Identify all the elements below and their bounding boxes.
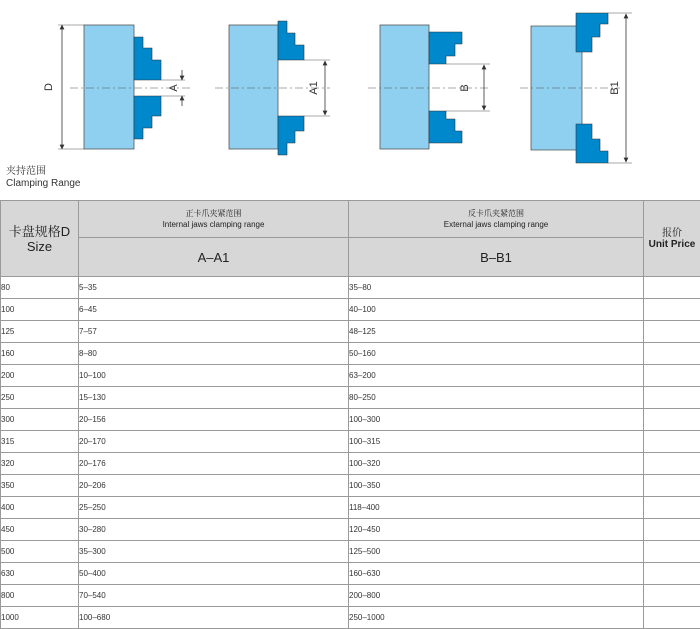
table-row xyxy=(1,475,700,497)
cell-price xyxy=(644,541,700,563)
cell-price xyxy=(644,277,700,299)
table-row xyxy=(1,299,700,321)
cell-price xyxy=(644,563,700,585)
label-a: A xyxy=(168,84,180,92)
cell-price xyxy=(644,431,700,453)
cell-size: 500 xyxy=(1,541,79,563)
jaw-lower xyxy=(278,116,304,155)
jaw-upper xyxy=(134,37,161,80)
cell-b: 118–400 xyxy=(349,497,644,519)
cell-a: 6–45 xyxy=(79,299,349,321)
header-internal-cn: 正卡爪夹紧范围 xyxy=(185,209,242,218)
cell-b: 200–800 xyxy=(349,585,644,607)
cell-a: 8–80 xyxy=(79,343,349,365)
cell-b: 35–80 xyxy=(349,277,644,299)
cell-b: 100–320 xyxy=(349,453,644,475)
cell-a: 5–35 xyxy=(79,277,349,299)
cell-b: 120–450 xyxy=(349,519,644,541)
cell-price xyxy=(644,299,700,321)
cell-b: 160–630 xyxy=(349,563,644,585)
header-internal xyxy=(79,201,349,238)
caption-cn: 夹持范围 xyxy=(6,166,46,177)
jaw-lower xyxy=(576,124,608,163)
chuck-body xyxy=(380,25,429,149)
cell-b: 40–100 xyxy=(349,299,644,321)
cell-a: 10–100 xyxy=(79,365,349,387)
header-b-b1: B–B1 xyxy=(349,238,644,277)
cell-a: 20–170 xyxy=(79,431,349,453)
header-external xyxy=(349,201,644,238)
table-row xyxy=(1,431,700,453)
diagram-external-b1 xyxy=(520,13,632,163)
cell-a: 20–176 xyxy=(79,453,349,475)
header-price-en: Unit Price xyxy=(648,238,696,250)
cell-size: 800 xyxy=(1,585,79,607)
cell-size: 80 xyxy=(1,277,79,299)
cell-size: 350 xyxy=(1,475,79,497)
cell-price xyxy=(644,321,700,343)
cell-a: 50–400 xyxy=(79,563,349,585)
header-size xyxy=(1,201,79,277)
table-row xyxy=(1,541,700,563)
cell-b: 125–500 xyxy=(349,541,644,563)
jaw-lower xyxy=(429,111,462,143)
cell-b: 100–350 xyxy=(349,475,644,497)
header-price-cn: 报价 xyxy=(662,227,682,239)
cell-size: 400 xyxy=(1,497,79,519)
diagram-internal-a xyxy=(43,25,190,149)
diagram-external-b xyxy=(368,25,490,149)
jaw-upper xyxy=(576,13,608,52)
table-row xyxy=(1,321,700,343)
cell-price xyxy=(644,453,700,475)
header-price xyxy=(644,201,700,277)
header-a-a1: A–A1 xyxy=(79,238,349,277)
cell-a: 20–156 xyxy=(79,409,349,431)
cell-a: 30–280 xyxy=(79,519,349,541)
cell-size: 315 xyxy=(1,431,79,453)
jaw-upper xyxy=(429,32,462,64)
label-a1: A1 xyxy=(308,81,320,95)
cell-b: 100–300 xyxy=(349,409,644,431)
cell-size: 160 xyxy=(1,343,79,365)
cell-b: 48–125 xyxy=(349,321,644,343)
header-size-cn: 卡盘规格D xyxy=(8,223,71,239)
cell-b: 50–160 xyxy=(349,343,644,365)
jaw-lower xyxy=(134,96,161,139)
cell-size: 630 xyxy=(1,563,79,585)
chuck-body xyxy=(229,25,278,149)
cell-size: 200 xyxy=(1,365,79,387)
cell-size: 320 xyxy=(1,453,79,475)
label-d: D xyxy=(43,83,55,91)
cell-a: 70–540 xyxy=(79,585,349,607)
cell-b: 100–315 xyxy=(349,431,644,453)
cell-price xyxy=(644,475,700,497)
chuck-body xyxy=(84,25,134,149)
table-row xyxy=(1,563,700,585)
cell-price xyxy=(644,343,700,365)
table-row xyxy=(1,343,700,365)
cell-price xyxy=(644,365,700,387)
jaw-upper xyxy=(278,21,304,60)
table-row xyxy=(1,519,700,541)
clamping-range-caption xyxy=(6,166,81,190)
table-row xyxy=(1,365,700,387)
cell-size: 100 xyxy=(1,299,79,321)
cell-price xyxy=(644,387,700,409)
table-row xyxy=(1,607,700,629)
cell-price xyxy=(644,497,700,519)
label-b: B xyxy=(459,84,471,92)
caption-en: Clamping Range xyxy=(6,178,81,189)
cell-price xyxy=(644,607,700,629)
cell-a: 25–250 xyxy=(79,497,349,519)
cell-a: 100–680 xyxy=(79,607,349,629)
header-external-en: External jaws clamping range xyxy=(443,220,549,229)
cell-size: 125 xyxy=(1,321,79,343)
cell-a: 20–206 xyxy=(79,475,349,497)
cell-price xyxy=(644,585,700,607)
cell-b: 63–200 xyxy=(349,365,644,387)
diagram-internal-a1 xyxy=(215,21,330,155)
cell-size: 250 xyxy=(1,387,79,409)
cell-b: 250–1000 xyxy=(349,607,644,629)
cell-b: 80–250 xyxy=(349,387,644,409)
clamping-diagrams xyxy=(0,0,700,165)
header-internal-en: Internal jaws clamping range xyxy=(162,220,265,229)
cell-price xyxy=(644,409,700,431)
cell-a: 15–130 xyxy=(79,387,349,409)
cell-a: 7–57 xyxy=(79,321,349,343)
table-row xyxy=(1,277,700,299)
table-row xyxy=(1,497,700,519)
table-row xyxy=(1,453,700,475)
header-external-cn: 反卡爪夹紧范围 xyxy=(468,209,524,218)
cell-price xyxy=(644,519,700,541)
clamping-range-table xyxy=(0,200,700,629)
cell-size: 1000 xyxy=(1,607,79,629)
header-size-en: Size xyxy=(26,238,53,254)
cell-size: 450 xyxy=(1,519,79,541)
table-row xyxy=(1,409,700,431)
label-b1: B1 xyxy=(609,81,621,95)
table-row xyxy=(1,387,700,409)
cell-size: 300 xyxy=(1,409,79,431)
cell-a: 35–300 xyxy=(79,541,349,563)
table-row xyxy=(1,585,700,607)
